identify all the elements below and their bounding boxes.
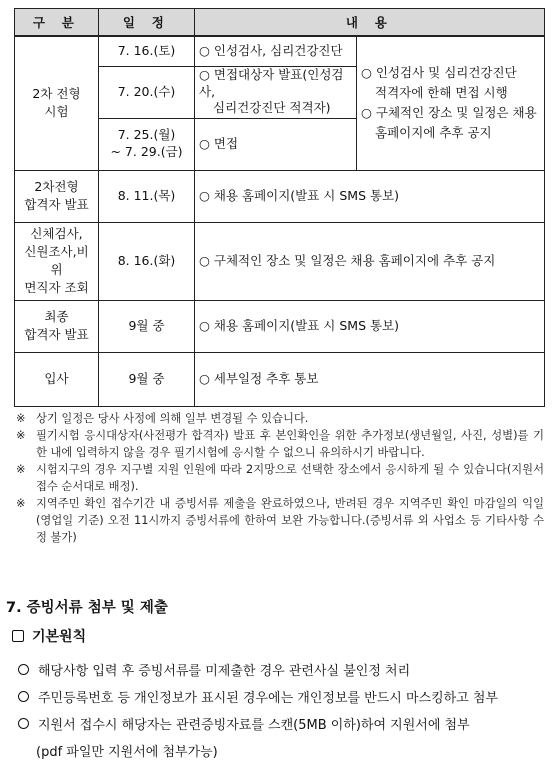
subsection-title: [12, 626, 86, 646]
header-schedule: 일 정: [99, 9, 195, 37]
row-date: 7. 20.(수): [99, 66, 195, 118]
row-content: ○ 세부일정 추후 통보: [195, 352, 545, 406]
row-content: ○ 인성검사, 심리건강진단: [195, 36, 357, 66]
list-item: [18, 683, 548, 710]
note-item: [16, 427, 544, 461]
reference-mark-icon: ※: [16, 429, 26, 442]
table-row: [15, 36, 545, 66]
circle-bullet-icon: [18, 718, 29, 729]
row-content: ○ 면접: [195, 118, 357, 170]
list-item: [18, 710, 548, 737]
row-content: ○ 채용 홈페이지(발표 시 SMS 통보): [195, 170, 545, 222]
row-date: 7. 16.(토): [99, 36, 195, 66]
row-date: 8. 11.(목): [99, 170, 195, 222]
table-row: [15, 222, 545, 300]
row-date: 9월 중: [99, 300, 195, 352]
subsection-title-text: 기본원칙: [32, 629, 87, 645]
list-item: [18, 656, 548, 683]
circle-bullet-icon: [18, 664, 29, 675]
row-date: 9월 중: [99, 352, 195, 406]
list-item-text: 지원서 접수시 해당자는 관련증빙자료를 스캔(5MB 이하)하여 지원서에 첨부: [38, 718, 470, 733]
header-content: 내 용: [195, 9, 545, 37]
header-category: 구 분: [15, 9, 99, 37]
row-content: ○ 구체적인 장소 및 일정은 채용 홈페이지에 추후 공지: [195, 222, 545, 300]
list-item-text: 주민등록번호 등 개인정보가 표시된 경우에는 개인정보를 반드시 마스킹하고 첨부: [38, 691, 499, 706]
row-category: 입사: [15, 352, 99, 406]
row-category: 최종 합격자 발표: [15, 300, 99, 352]
note-text: 시험지구의 경우 지구별 지원 인원에 따라 2지망으로 선택한 장소에서 응시하게 될 수 있습니다(지원서 접수 순서대로 배정).: [36, 463, 544, 493]
list-item-continuation: [18, 737, 548, 764]
section-title: 7. 증빙서류 첨부 및 제출: [6, 600, 168, 616]
note-item: [16, 461, 544, 495]
row-category: 2차전형 합격자 발표: [15, 170, 99, 222]
row-category: 2차 전형 시험: [15, 36, 99, 170]
note-text: 상기 일정은 당사 사정에 의해 일부 변경될 수 있습니다.: [36, 412, 309, 425]
reference-mark-icon: ※: [16, 412, 26, 425]
row-date: 8. 16.(화): [99, 222, 195, 300]
list-item-text: 해당사항 입력 후 증빙서류를 미제출한 경우 관련사실 불인정 처리: [38, 664, 411, 679]
schedule-table: [14, 8, 545, 407]
note-text: 필기시험 응시대상자(사전평가 합격자) 발표 후 본인확인을 위한 추가정보(생년월일, 사진, 성별)를 기한 내에 입력하지 않을 경우 필기시험에 응시할 수 없으니 유의하시기 바랍니다.: [36, 429, 544, 459]
principles-list: [18, 656, 548, 764]
stage2-side-content: ○ 인성검사 및 심리건강진단 적격자에 한해 면접 시행 ○ 구체적인 장소 및 일정은 채용 홈페이지에 추후 공지: [357, 36, 545, 170]
table-header-row: [15, 9, 545, 37]
table-row: [15, 300, 545, 352]
note-item: [16, 495, 544, 546]
table-row: [15, 170, 545, 222]
note-text: 지역주민 확인 접수기간 내 증빙서류 제출을 완료하였으나, 반려된 경우 지역주민 확인 마감일의 익일(영업일 기준) 오전 11시까지 증빙서류에 한하여 보완 가능합니다.(증빙서류 외 사업소 등 기타사항 수정 불가): [36, 497, 544, 544]
list-item-text: (pdf 파일만 지원서에 첨부가능): [36, 745, 218, 760]
table-row: [15, 352, 545, 406]
reference-mark-icon: ※: [16, 463, 26, 476]
row-date: 7. 25.(월) ~ 7. 29.(금): [99, 118, 195, 170]
note-item: [16, 410, 544, 427]
row-content: ○ 채용 홈페이지(발표 시 SMS 통보): [195, 300, 545, 352]
circle-bullet-icon: [18, 691, 29, 702]
notes-list: [16, 410, 544, 546]
row-category: 신체검사, 신원조사,비위 면직자 조회: [15, 222, 99, 300]
square-bullet-icon: [12, 630, 24, 642]
reference-mark-icon: ※: [16, 497, 26, 510]
row-content: ○ 면접대상자 발표(인성검사, 심리건강진단 적격자): [195, 66, 357, 118]
